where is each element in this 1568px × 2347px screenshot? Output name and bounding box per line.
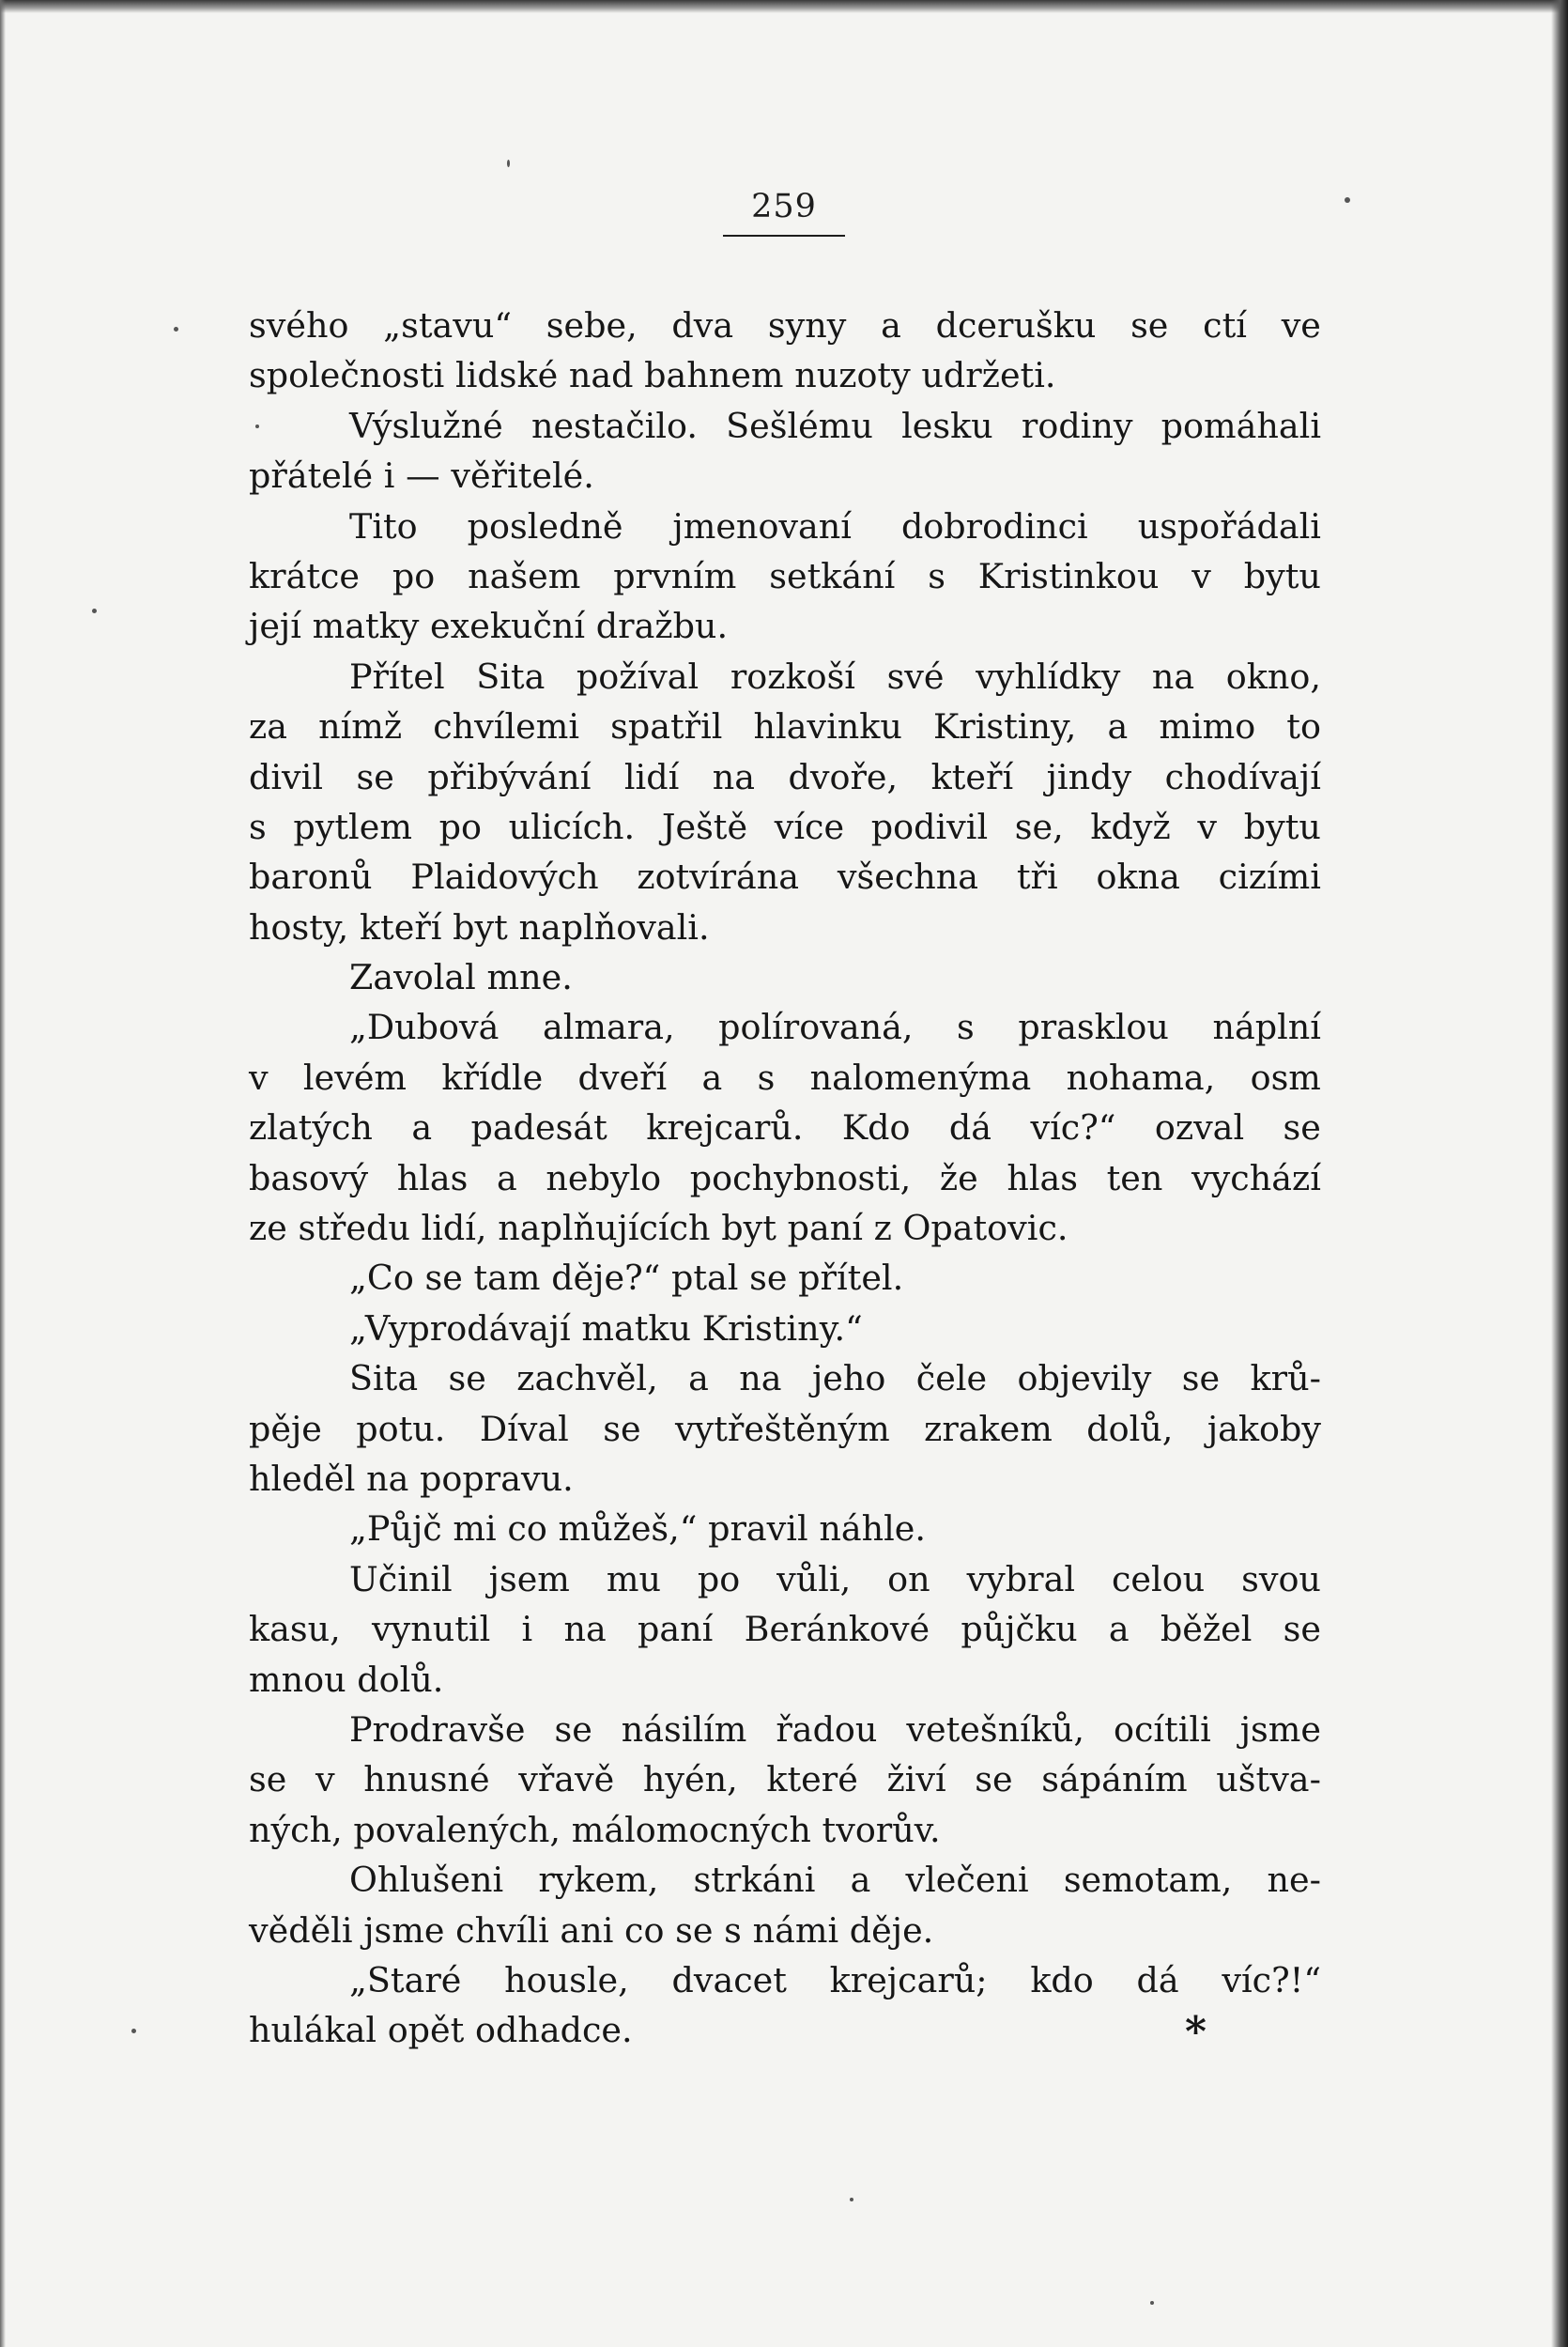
word: „Co xyxy=(349,1258,414,1299)
word: syny xyxy=(767,305,847,346)
text-line xyxy=(249,1805,1321,1855)
word: ozval xyxy=(1154,1107,1245,1149)
word: hlas xyxy=(396,1157,469,1198)
word: ne- xyxy=(1267,1860,1321,1901)
word: ulicích. xyxy=(508,806,636,847)
word: Přítel xyxy=(349,656,445,697)
text-line xyxy=(249,752,1321,802)
word: se xyxy=(424,1258,463,1299)
word: objevily xyxy=(1017,1358,1152,1399)
word: s xyxy=(957,1007,975,1048)
word: Kristinkou xyxy=(977,555,1160,596)
word: Učinil xyxy=(349,1558,453,1599)
word: náhle. xyxy=(819,1508,926,1550)
word: ctí xyxy=(1203,305,1247,346)
word: a xyxy=(850,1860,871,1901)
word: vybral xyxy=(966,1558,1076,1599)
word: přibývání xyxy=(427,756,592,797)
word: dolů. xyxy=(357,1659,444,1700)
word: svou xyxy=(1241,1558,1321,1599)
word: odhadce. xyxy=(474,2010,633,2051)
word: Sešlému xyxy=(726,405,873,446)
word: ve xyxy=(1281,305,1321,346)
word: kasu, xyxy=(249,1609,341,1650)
word: dcerušku xyxy=(935,305,1097,346)
word: ptal xyxy=(671,1258,739,1299)
word: děje. xyxy=(849,1909,934,1951)
word: rodiny xyxy=(1021,405,1133,446)
word: dražbu. xyxy=(595,606,729,647)
word: divil xyxy=(249,756,324,797)
scan-speck xyxy=(131,2029,136,2033)
word: chodívají xyxy=(1164,756,1321,797)
scan-speck xyxy=(174,327,178,332)
word: Sita xyxy=(349,1358,419,1399)
text-line xyxy=(249,702,1321,751)
word: udržeti. xyxy=(921,355,1056,396)
word: dvoře, xyxy=(788,756,899,797)
word: po xyxy=(438,806,482,847)
word: exekuční xyxy=(430,606,586,647)
word: hlas xyxy=(1007,1157,1078,1198)
word: které xyxy=(766,1759,858,1800)
word: více xyxy=(774,806,845,847)
word: Plaidových xyxy=(410,857,599,898)
word: čele xyxy=(915,1358,988,1399)
word: jsem xyxy=(488,1558,570,1599)
scan-speck xyxy=(92,609,97,613)
word: středu xyxy=(298,1208,410,1249)
word: dva xyxy=(671,305,734,346)
word: dvacet xyxy=(671,1959,787,2000)
word: s xyxy=(249,806,267,847)
word: hleděl xyxy=(249,1458,356,1499)
text-line xyxy=(249,1906,1321,1955)
word: se xyxy=(975,1759,1013,1800)
word: vřavě xyxy=(518,1759,615,1800)
word: levém xyxy=(302,1057,407,1098)
word: padesát xyxy=(470,1107,607,1149)
word: s xyxy=(928,555,945,596)
word: s xyxy=(757,1057,776,1098)
word: „Dubová xyxy=(349,1007,500,1048)
word: že xyxy=(939,1157,978,1198)
text-line xyxy=(249,502,1321,551)
word: bahnem xyxy=(644,355,784,396)
word: Ohlušeni xyxy=(349,1860,504,1901)
word: on xyxy=(887,1558,930,1599)
word: nebylo xyxy=(546,1157,662,1198)
word: Tito xyxy=(349,505,418,547)
word: baronů xyxy=(249,857,373,898)
word: rykem, xyxy=(538,1860,659,1901)
word: společnosti xyxy=(249,355,445,396)
word: osm xyxy=(1250,1057,1321,1098)
body-text xyxy=(249,301,1321,2056)
word: rozkoší xyxy=(730,656,855,697)
text-line xyxy=(249,1153,1321,1203)
word: almara, xyxy=(542,1007,675,1048)
scan-edge-top xyxy=(0,0,1568,13)
text-line xyxy=(249,1103,1321,1152)
scan-edge-left xyxy=(0,0,6,2347)
word: se xyxy=(749,1258,788,1299)
word: nestačilo. xyxy=(530,405,698,446)
word: setkání xyxy=(769,555,896,596)
word: lidí, xyxy=(421,1208,487,1249)
word: našem xyxy=(468,555,581,596)
word: strkáni xyxy=(693,1860,816,1901)
word: na xyxy=(366,1458,409,1499)
word: se xyxy=(448,1358,486,1399)
text-line xyxy=(249,601,1321,651)
word: tři xyxy=(1016,857,1058,898)
word: se xyxy=(603,1408,641,1449)
word: jsme xyxy=(363,1909,445,1951)
word: a xyxy=(881,305,901,346)
text-line xyxy=(249,1454,1321,1504)
word: Kristiny, xyxy=(933,706,1077,748)
word: Beránkové xyxy=(744,1609,930,1650)
word: hosty, xyxy=(249,906,349,948)
word: se xyxy=(249,1759,287,1800)
word: dá xyxy=(948,1107,992,1149)
word: prasklou xyxy=(1018,1007,1169,1048)
text-line xyxy=(249,1554,1321,1604)
word: jeho xyxy=(811,1358,886,1399)
word: krejcarů. xyxy=(646,1107,804,1149)
word: ocítili xyxy=(1113,1708,1211,1750)
word: kteří xyxy=(930,756,1014,797)
text-line xyxy=(249,1705,1321,1754)
word: se xyxy=(554,1708,592,1750)
word: podivil xyxy=(870,806,989,847)
word: jakoby xyxy=(1207,1408,1321,1449)
word: dobrodinci xyxy=(900,505,1088,547)
word: s xyxy=(724,1909,742,1951)
word: potu. xyxy=(356,1408,446,1449)
word: se xyxy=(1181,1358,1221,1399)
word: i xyxy=(383,456,395,497)
word: přátelé xyxy=(249,456,374,497)
word: uštva- xyxy=(1216,1759,1321,1800)
word: opět xyxy=(387,2010,465,2051)
text-line xyxy=(249,1353,1321,1403)
word: víc?!“ xyxy=(1222,1959,1321,2000)
word: Ještě xyxy=(661,806,748,847)
text-line xyxy=(249,451,1321,501)
word: pěje xyxy=(249,1408,322,1449)
word: dolů, xyxy=(1086,1408,1174,1449)
word: nad xyxy=(568,355,634,396)
page-number-rule xyxy=(723,235,845,237)
word: basový xyxy=(249,1157,369,1198)
word: na xyxy=(712,756,756,797)
word: můžeš,“ xyxy=(558,1508,698,1550)
word: „stavu“ xyxy=(383,305,513,346)
word: co xyxy=(624,1909,665,1951)
word: ze xyxy=(249,1208,287,1249)
text-line xyxy=(249,1955,1321,2005)
text-line xyxy=(249,1304,1321,1353)
word: „Staré xyxy=(349,1959,462,2000)
word: nuzoty xyxy=(794,355,911,396)
word: lidí xyxy=(623,756,680,797)
word: a xyxy=(1108,1609,1130,1650)
word: Opatovic. xyxy=(902,1208,1068,1249)
word: se xyxy=(1130,305,1169,346)
word: na xyxy=(1151,656,1195,697)
word: málomocných xyxy=(571,1809,811,1850)
word: okno, xyxy=(1225,656,1321,697)
word: se xyxy=(1283,1107,1321,1149)
word: v xyxy=(315,1759,335,1800)
scan-speck xyxy=(850,2198,853,2201)
word: náplní xyxy=(1212,1007,1321,1048)
scan-speck xyxy=(1150,2301,1154,2305)
word: Prodravše xyxy=(349,1708,526,1750)
scan-edge-right xyxy=(1551,0,1568,2347)
text-line xyxy=(249,852,1321,902)
word: běžel xyxy=(1160,1609,1253,1650)
word: když xyxy=(1090,806,1171,847)
word: paní xyxy=(787,1208,863,1249)
word: Kristiny.“ xyxy=(701,1307,863,1349)
word: i xyxy=(521,1609,533,1650)
word: v xyxy=(1191,555,1211,596)
text-line xyxy=(249,2005,1321,2055)
word: se xyxy=(1283,1609,1321,1650)
text-line xyxy=(249,802,1321,852)
word: dveří xyxy=(577,1057,668,1098)
word: vytřeštěným xyxy=(674,1408,890,1449)
word: mi xyxy=(453,1508,497,1550)
word: lidské xyxy=(455,355,559,396)
word: chvíli xyxy=(455,1909,549,1951)
word: polírovaná, xyxy=(718,1007,914,1048)
text-line xyxy=(249,301,1321,350)
word: dá xyxy=(1136,1959,1179,2000)
word: pochybnosti, xyxy=(689,1157,912,1198)
word: nímž xyxy=(318,706,403,748)
word: chvílemi xyxy=(433,706,580,748)
word: za xyxy=(249,706,287,748)
text-line xyxy=(249,952,1321,1002)
word: okna xyxy=(1096,857,1180,898)
word: námi xyxy=(752,1909,839,1951)
word: popravu. xyxy=(420,1458,574,1499)
word: „Půjč xyxy=(349,1508,442,1550)
word: násilím xyxy=(621,1708,747,1750)
word: paní xyxy=(638,1609,714,1650)
word: vynutil xyxy=(372,1609,491,1650)
section-end-asterisk: * xyxy=(1185,2008,1207,2056)
text-line xyxy=(249,1253,1321,1303)
word: — xyxy=(406,456,440,497)
word: to xyxy=(1286,706,1321,748)
word: a xyxy=(701,1057,723,1098)
word: víc?“ xyxy=(1030,1107,1116,1149)
word: svého xyxy=(249,305,349,346)
page-number: 259 xyxy=(751,188,817,225)
word: jsme xyxy=(1239,1708,1321,1750)
text-line xyxy=(249,1655,1321,1705)
text-line xyxy=(249,1754,1321,1804)
word: krejcarů; xyxy=(829,1959,988,2000)
word: a xyxy=(688,1358,709,1399)
word: mu xyxy=(606,1558,661,1599)
word: se, xyxy=(1014,806,1064,847)
word: vychází xyxy=(1191,1157,1321,1198)
word: vůli, xyxy=(776,1558,852,1599)
word: mimo xyxy=(1159,706,1256,748)
word: z xyxy=(873,1208,892,1249)
word: pytlem xyxy=(293,806,412,847)
word: věřitelé. xyxy=(451,456,594,497)
word: nalomenýma xyxy=(809,1057,1032,1098)
word: prvním xyxy=(613,555,737,596)
scan-speck xyxy=(1345,197,1350,203)
word: v xyxy=(249,1057,269,1098)
word: tam xyxy=(473,1258,541,1299)
text-line xyxy=(249,652,1321,702)
word: cizími xyxy=(1218,857,1321,898)
word: požíval xyxy=(576,656,699,697)
word: jindy xyxy=(1046,756,1132,797)
word: co xyxy=(507,1508,547,1550)
word: sápáním xyxy=(1041,1759,1188,1800)
word: řadou xyxy=(776,1708,878,1750)
word: jmenovaní xyxy=(672,505,852,547)
word: „Vyprodávají xyxy=(349,1307,571,1349)
word: uspořádali xyxy=(1137,505,1321,547)
word: na xyxy=(563,1609,607,1650)
word: zotvírána xyxy=(637,857,800,898)
word: matku xyxy=(581,1307,692,1349)
word: kdo xyxy=(1030,1959,1094,2000)
text-line xyxy=(249,350,1321,400)
text-line xyxy=(249,903,1321,952)
word: krů- xyxy=(1250,1358,1321,1399)
word: naplňovali. xyxy=(518,906,710,948)
word: kteří xyxy=(359,906,442,948)
word: hlavinku xyxy=(753,706,902,748)
word: mnou xyxy=(249,1659,346,1700)
word: se xyxy=(675,1909,714,1951)
word: mne. xyxy=(486,957,573,998)
word: ani xyxy=(560,1909,614,1951)
word: živí xyxy=(886,1759,946,1800)
word: Kdo xyxy=(841,1107,911,1149)
word: a xyxy=(411,1107,433,1149)
text-line xyxy=(249,551,1321,601)
word: pomáhali xyxy=(1161,405,1321,446)
word: ných, xyxy=(249,1809,343,1850)
word: krátce xyxy=(249,555,361,596)
word: housle, xyxy=(504,1959,629,2000)
text-line xyxy=(249,1203,1321,1253)
word: Sita xyxy=(476,656,546,697)
text-line xyxy=(249,1604,1321,1654)
text-line xyxy=(249,1855,1321,1905)
word: povalených, xyxy=(353,1809,561,1850)
word: spatřil xyxy=(610,706,723,748)
text-line xyxy=(249,401,1321,451)
word: Výslužné xyxy=(349,405,503,446)
word: sebe, xyxy=(546,305,638,346)
word: byt xyxy=(721,1208,776,1249)
word: nohama, xyxy=(1066,1057,1216,1098)
word: lesku xyxy=(901,405,993,446)
word: tvorův. xyxy=(822,1809,941,1850)
word: bytu xyxy=(1243,806,1321,847)
word: Díval xyxy=(479,1408,569,1449)
word: děje?“ xyxy=(551,1258,661,1299)
word: Zavolal xyxy=(349,957,476,998)
word: hyén, xyxy=(642,1759,738,1800)
word: přítel. xyxy=(798,1258,904,1299)
word: celou xyxy=(1111,1558,1206,1599)
word: hulákal xyxy=(249,2010,377,2051)
word: posledně xyxy=(467,505,623,547)
word: matky xyxy=(312,606,420,647)
word: a xyxy=(1107,706,1129,748)
word: po xyxy=(392,555,436,596)
word: ten xyxy=(1106,1157,1163,1198)
word: naplňujících xyxy=(498,1208,711,1249)
word: bytu xyxy=(1243,555,1321,596)
text-line xyxy=(249,1404,1321,1454)
word: půjčku xyxy=(961,1609,1078,1650)
word: semotam, xyxy=(1063,1860,1233,1901)
text-line xyxy=(249,1504,1321,1553)
word: zrakem xyxy=(924,1408,1053,1449)
word: věděli xyxy=(249,1909,353,1951)
word: vyhlídky xyxy=(976,656,1121,697)
word: své xyxy=(886,656,945,697)
word: zlatých xyxy=(249,1107,373,1149)
text-line xyxy=(249,1002,1321,1052)
word: vetešníků, xyxy=(906,1708,1085,1750)
word: v xyxy=(1197,806,1218,847)
word: po xyxy=(697,1558,741,1599)
word: na xyxy=(739,1358,782,1399)
word: křídle xyxy=(441,1057,544,1098)
word: se xyxy=(356,756,394,797)
word: zachvěl, xyxy=(516,1358,658,1399)
word: vlečeni xyxy=(905,1860,1029,1901)
word: a xyxy=(497,1157,517,1198)
word: její xyxy=(249,606,301,647)
word: pravil xyxy=(708,1508,808,1550)
word: byt xyxy=(453,906,508,948)
word: hnusné xyxy=(363,1759,490,1800)
scan-speck xyxy=(507,160,510,167)
word: všechna xyxy=(837,857,979,898)
text-line xyxy=(249,1053,1321,1103)
